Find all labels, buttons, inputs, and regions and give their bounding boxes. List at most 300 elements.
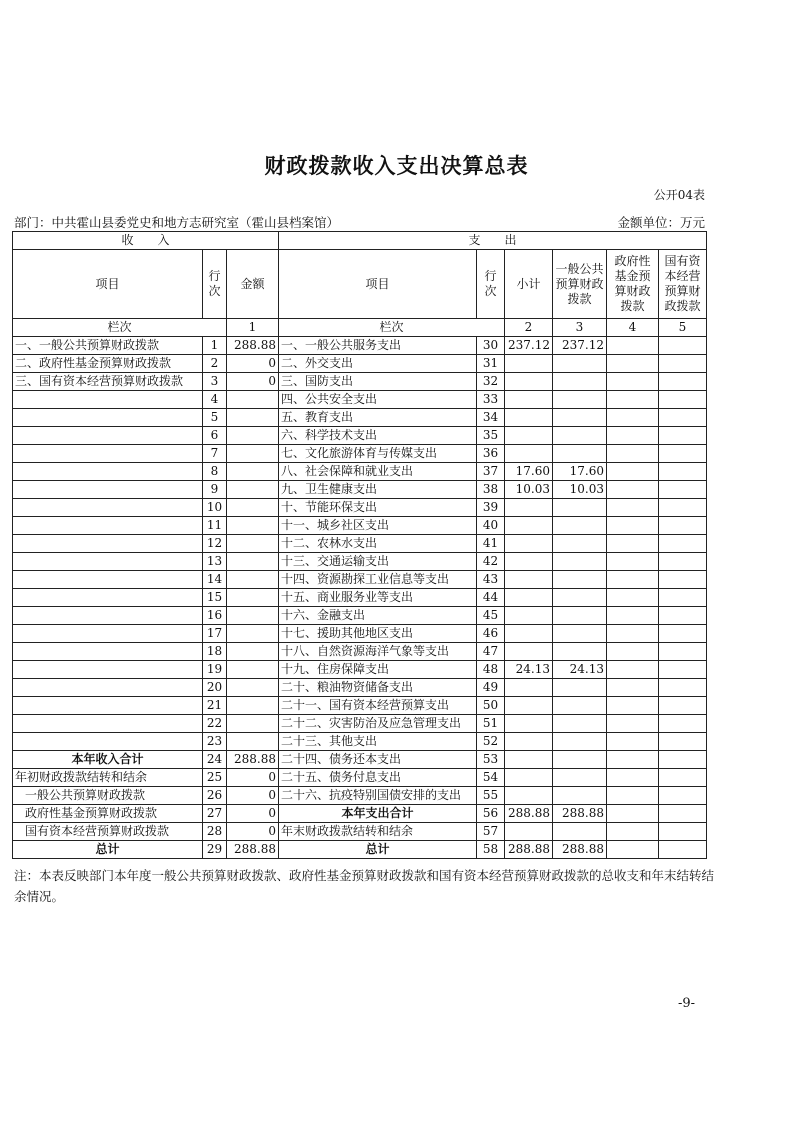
- general-budget-cell: [553, 355, 607, 373]
- subtotal-cell: [505, 697, 553, 715]
- gov-fund-cell: [607, 625, 659, 643]
- expense-line-no-cell: 39: [477, 499, 505, 517]
- income-line-no-cell: 13: [203, 553, 227, 571]
- expense-line-no-cell: 46: [477, 625, 505, 643]
- state-capital-cell: [659, 841, 707, 859]
- income-amount-cell: [227, 499, 279, 517]
- expense-line-no-cell: 53: [477, 751, 505, 769]
- income-line-no-cell: 12: [203, 535, 227, 553]
- income-line-no-cell: 10: [203, 499, 227, 517]
- table-row: [13, 499, 707, 517]
- general-budget-cell: [553, 445, 607, 463]
- income-item-cell: 二、政府性基金预算财政拨款: [13, 355, 203, 373]
- expense-item-cell: 二十、粮油物资储备支出: [279, 679, 477, 697]
- expense-line-no-cell: 50: [477, 697, 505, 715]
- income-amount-cell: [227, 445, 279, 463]
- gov-fund-cell: [607, 391, 659, 409]
- income-line-no-cell: 14: [203, 571, 227, 589]
- table-row: [13, 553, 707, 571]
- state-capital-cell: [659, 535, 707, 553]
- expense-item-cell: 二十六、抗疫特别国债安排的支出: [279, 787, 477, 805]
- income-line-no-cell: 25: [203, 769, 227, 787]
- gov-fund-cell: [607, 715, 659, 733]
- subtotal-cell: [505, 571, 553, 589]
- expense-line-no-cell: 36: [477, 445, 505, 463]
- state-capital-cell: [659, 625, 707, 643]
- subtotal-cell: 10.03: [505, 481, 553, 499]
- expense-item-cell: 六、科学技术支出: [279, 427, 477, 445]
- gov-fund-cell: [607, 589, 659, 607]
- state-capital-cell: [659, 607, 707, 625]
- state-capital-cell: [659, 697, 707, 715]
- table-row: [13, 589, 707, 607]
- gov-fund-cell: [607, 499, 659, 517]
- expense-item-cell: 十三、交通运输支出: [279, 553, 477, 571]
- table-row: [13, 769, 707, 787]
- expense-item-cell: 八、社会保障和就业支出: [279, 463, 477, 481]
- expense-line-no-cell: 52: [477, 733, 505, 751]
- income-item-cell: [13, 445, 203, 463]
- subtotal-cell: [505, 355, 553, 373]
- gov-fund-cell: [607, 751, 659, 769]
- income-amount-cell: 288.88: [227, 751, 279, 769]
- income-item-cell: 国有资本经营预算财政拨款: [13, 823, 203, 841]
- expense-item-cell: 四、公共安全支出: [279, 391, 477, 409]
- subtotal-cell: [505, 733, 553, 751]
- expense-item-cell: 本年支出合计: [279, 805, 477, 823]
- gov-fund-cell: [607, 697, 659, 715]
- general-budget-cell: [553, 427, 607, 445]
- general-budget-cell: [553, 571, 607, 589]
- expense-line-no-cell: 44: [477, 589, 505, 607]
- table-row: [13, 841, 707, 859]
- subtotal-cell: [505, 391, 553, 409]
- general-budget-cell: [553, 625, 607, 643]
- expense-line-no-cell: 43: [477, 571, 505, 589]
- income-amount-cell: 0: [227, 373, 279, 391]
- table-row: [13, 751, 707, 769]
- state-capital-cell: [659, 427, 707, 445]
- expense-item-cell: 年末财政拨款结转和结余: [279, 823, 477, 841]
- income-line-no-cell: 9: [203, 481, 227, 499]
- general-budget-cell: 288.88: [553, 805, 607, 823]
- column-index-label-left: 栏次: [13, 319, 227, 337]
- expense-item-cell: 总计: [279, 841, 477, 859]
- income-line-no-cell: 28: [203, 823, 227, 841]
- income-line-no-cell: 2: [203, 355, 227, 373]
- income-line-no-cell: 18: [203, 643, 227, 661]
- table-row: [13, 715, 707, 733]
- general-budget-cell: 237.12: [553, 337, 607, 355]
- income-item-cell: [13, 553, 203, 571]
- state-capital-cell: [659, 643, 707, 661]
- gov-fund-cell: [607, 571, 659, 589]
- gov-fund-cell: [607, 787, 659, 805]
- expense-line-no-cell: 32: [477, 373, 505, 391]
- expense-item-cell: 二十五、债务付息支出: [279, 769, 477, 787]
- fiscal-summary-table: [12, 231, 707, 859]
- general-budget-cell: [553, 373, 607, 391]
- subtotal-cell: [505, 499, 553, 517]
- expense-line-no-cell: 40: [477, 517, 505, 535]
- subtotal-cell: 17.60: [505, 463, 553, 481]
- general-budget-cell: [553, 643, 607, 661]
- expense-line-no-cell: 41: [477, 535, 505, 553]
- income-amount-cell: [227, 679, 279, 697]
- income-item-cell: 一、一般公共预算财政拨款: [13, 337, 203, 355]
- subtotal-cell: [505, 373, 553, 391]
- state-capital-cell: [659, 589, 707, 607]
- income-line-no-cell: 20: [203, 679, 227, 697]
- income-line-no-cell: 6: [203, 427, 227, 445]
- income-amount-cell: [227, 553, 279, 571]
- income-amount-cell: [227, 625, 279, 643]
- subtotal-cell: [505, 409, 553, 427]
- general-budget-cell: 288.88: [553, 841, 607, 859]
- table-row: [13, 571, 707, 589]
- subtotal-cell: [505, 715, 553, 733]
- income-amount-cell: [227, 571, 279, 589]
- income-amount-cell: [227, 715, 279, 733]
- expense-line-no-cell: 38: [477, 481, 505, 499]
- general-budget-cell: [553, 715, 607, 733]
- general-budget-cell: [553, 517, 607, 535]
- income-item-cell: [13, 517, 203, 535]
- column-index-capital: 5: [659, 319, 707, 337]
- subtotal-header: 小计: [505, 250, 553, 319]
- income-line-no-cell: 15: [203, 589, 227, 607]
- general-budget-cell: [553, 679, 607, 697]
- table-row: [13, 355, 707, 373]
- expense-item-cell: 十二、农林水支出: [279, 535, 477, 553]
- gov-fund-cell: [607, 553, 659, 571]
- gov-fund-cell: [607, 463, 659, 481]
- column-index-amount: 1: [227, 319, 279, 337]
- subtotal-cell: [505, 625, 553, 643]
- expense-line-no-cell: 47: [477, 643, 505, 661]
- general-budget-cell: [553, 697, 607, 715]
- gov-fund-cell: [607, 481, 659, 499]
- general-budget-cell: [553, 733, 607, 751]
- gov-fund-cell: [607, 679, 659, 697]
- gov-fund-cell: [607, 733, 659, 751]
- income-item-cell: 总计: [13, 841, 203, 859]
- expense-line-no-cell: 45: [477, 607, 505, 625]
- income-line-no-cell: 19: [203, 661, 227, 679]
- income-line-no-header: 行次: [203, 250, 227, 319]
- table-row: [13, 427, 707, 445]
- income-item-cell: [13, 409, 203, 427]
- income-line-no-cell: 24: [203, 751, 227, 769]
- table-row: [13, 517, 707, 535]
- expense-line-no-cell: 55: [477, 787, 505, 805]
- table-row: [13, 679, 707, 697]
- income-item-cell: 本年收入合计: [13, 751, 203, 769]
- table-row: [13, 373, 707, 391]
- general-budget-cell: [553, 823, 607, 841]
- income-line-no-cell: 16: [203, 607, 227, 625]
- expense-item-cell: 二十一、国有资本经营预算支出: [279, 697, 477, 715]
- income-amount-cell: [227, 481, 279, 499]
- general-budget-cell: [553, 769, 607, 787]
- expense-line-no-header: 行次: [477, 250, 505, 319]
- income-item-cell: [13, 571, 203, 589]
- income-line-no-cell: 23: [203, 733, 227, 751]
- subtotal-cell: [505, 643, 553, 661]
- state-capital-cell: [659, 445, 707, 463]
- general-budget-cell: 24.13: [553, 661, 607, 679]
- table-row: [13, 481, 707, 499]
- expense-item-cell: 九、卫生健康支出: [279, 481, 477, 499]
- page-number: -9-: [677, 996, 695, 1011]
- income-amount-cell: [227, 409, 279, 427]
- expense-line-no-cell: 49: [477, 679, 505, 697]
- expense-line-no-cell: 48: [477, 661, 505, 679]
- income-amount-cell: [227, 661, 279, 679]
- income-line-no-cell: 29: [203, 841, 227, 859]
- table-row: [13, 445, 707, 463]
- expense-item-cell: 二、外交支出: [279, 355, 477, 373]
- gov-fund-cell: [607, 841, 659, 859]
- expense-line-no-cell: 33: [477, 391, 505, 409]
- income-line-no-cell: 1: [203, 337, 227, 355]
- income-amount-cell: [227, 643, 279, 661]
- general-budget-cell: [553, 589, 607, 607]
- column-index-label-right: 栏次: [279, 319, 505, 337]
- expense-item-cell: 一、一般公共服务支出: [279, 337, 477, 355]
- income-amount-cell: 288.88: [227, 841, 279, 859]
- state-capital-cell: [659, 787, 707, 805]
- income-line-no-cell: 3: [203, 373, 227, 391]
- income-amount-cell: [227, 427, 279, 445]
- expense-item-cell: 十四、资源勘探工业信息等支出: [279, 571, 477, 589]
- subtotal-cell: [505, 535, 553, 553]
- column-index-row: [13, 319, 707, 337]
- subtotal-cell: [505, 823, 553, 841]
- table-row: [13, 787, 707, 805]
- expense-line-no-cell: 51: [477, 715, 505, 733]
- state-capital-cell: [659, 715, 707, 733]
- income-line-no-cell: 4: [203, 391, 227, 409]
- subtotal-cell: [505, 679, 553, 697]
- expense-line-no-cell: 30: [477, 337, 505, 355]
- expense-item-cell: 十七、援助其他地区支出: [279, 625, 477, 643]
- expense-item-cell: 十、节能环保支出: [279, 499, 477, 517]
- expense-item-cell: 十一、城乡社区支出: [279, 517, 477, 535]
- expense-item-cell: 二十四、债务还本支出: [279, 751, 477, 769]
- expense-item-cell: 十六、金融支出: [279, 607, 477, 625]
- gov-fund-cell: [607, 445, 659, 463]
- subtotal-cell: [505, 751, 553, 769]
- expense-item-cell: 十八、自然资源海洋气象等支出: [279, 643, 477, 661]
- state-capital-cell: [659, 733, 707, 751]
- income-item-cell: [13, 535, 203, 553]
- income-amount-cell: 0: [227, 355, 279, 373]
- subtotal-cell: 288.88: [505, 841, 553, 859]
- subtotal-cell: [505, 787, 553, 805]
- expense-line-no-cell: 54: [477, 769, 505, 787]
- gov-fund-cell: [607, 769, 659, 787]
- income-item-cell: [13, 679, 203, 697]
- expense-item-cell: 七、文化旅游体育与传媒支出: [279, 445, 477, 463]
- income-line-no-cell: 27: [203, 805, 227, 823]
- gov-fund-cell: [607, 517, 659, 535]
- general-budget-cell: [553, 535, 607, 553]
- general-budget-header: 一般公共预算财政拨款: [553, 250, 607, 319]
- income-item-cell: [13, 715, 203, 733]
- expense-line-no-cell: 42: [477, 553, 505, 571]
- income-amount-cell: 0: [227, 823, 279, 841]
- column-index-fund: 4: [607, 319, 659, 337]
- income-item-cell: 一般公共预算财政拨款: [13, 787, 203, 805]
- state-capital-cell: [659, 499, 707, 517]
- income-item-cell: 年初财政拨款结转和结余: [13, 769, 203, 787]
- income-amount-cell: [227, 697, 279, 715]
- subtotal-cell: [505, 553, 553, 571]
- expense-item-cell: 三、国防支出: [279, 373, 477, 391]
- expense-line-no-cell: 58: [477, 841, 505, 859]
- table-row: [13, 391, 707, 409]
- table-row: [13, 625, 707, 643]
- income-amount-cell: [227, 607, 279, 625]
- gov-fund-cell: [607, 607, 659, 625]
- expense-line-no-cell: 37: [477, 463, 505, 481]
- table-footnote: 注：本表反映部门本年度一般公共预算财政拨款、政府性基金预算财政拨款和国有资本经营预算财政拨款的总收支和年末结转结余情况。: [14, 868, 715, 904]
- state-capital-cell: [659, 373, 707, 391]
- income-amount-cell: [227, 733, 279, 751]
- table-row: [13, 535, 707, 553]
- income-amount-cell: [227, 517, 279, 535]
- income-item-cell: 三、国有资本经营预算财政拨款: [13, 373, 203, 391]
- table-row: [13, 805, 707, 823]
- income-amount-cell: [227, 589, 279, 607]
- form-number: 公开04表: [653, 188, 705, 202]
- section-header-row: [13, 232, 707, 250]
- income-item-cell: [13, 643, 203, 661]
- income-item-header: 项目: [13, 250, 203, 319]
- income-amount-cell: [227, 391, 279, 409]
- table-row: [13, 607, 707, 625]
- expense-line-no-cell: 34: [477, 409, 505, 427]
- subtotal-cell: [505, 607, 553, 625]
- expense-line-no-cell: 35: [477, 427, 505, 445]
- expense-item-cell: 十五、商业服务业等支出: [279, 589, 477, 607]
- gov-fund-cell: [607, 427, 659, 445]
- income-item-cell: [13, 589, 203, 607]
- general-budget-cell: [553, 553, 607, 571]
- state-capital-cell: [659, 391, 707, 409]
- income-item-cell: [13, 463, 203, 481]
- subtotal-cell: 24.13: [505, 661, 553, 679]
- column-index-subtotal: 2: [505, 319, 553, 337]
- general-budget-cell: [553, 607, 607, 625]
- gov-fund-cell: [607, 823, 659, 841]
- subtotal-cell: 288.88: [505, 805, 553, 823]
- subtotal-cell: 237.12: [505, 337, 553, 355]
- table-row: [13, 337, 707, 355]
- income-item-cell: 政府性基金预算财政拨款: [13, 805, 203, 823]
- income-line-no-cell: 21: [203, 697, 227, 715]
- state-capital-cell: [659, 769, 707, 787]
- table-row: [13, 697, 707, 715]
- subtotal-cell: [505, 427, 553, 445]
- state-capital-cell: [659, 337, 707, 355]
- expense-item-cell: 五、教育支出: [279, 409, 477, 427]
- amount-unit-label: 金额单位：万元: [617, 215, 705, 230]
- state-capital-cell: [659, 409, 707, 427]
- state-capital-cell: [659, 751, 707, 769]
- income-line-no-cell: 26: [203, 787, 227, 805]
- income-item-cell: [13, 499, 203, 517]
- report-title: 财政拨款收入支出决算总表: [264, 153, 529, 178]
- table-row: [13, 661, 707, 679]
- gov-fund-cell: [607, 355, 659, 373]
- income-amount-header: 金额: [227, 250, 279, 319]
- gov-fund-cell: [607, 409, 659, 427]
- table-row: [13, 643, 707, 661]
- column-index-general: 3: [553, 319, 607, 337]
- income-line-no-cell: 7: [203, 445, 227, 463]
- state-capital-cell: [659, 463, 707, 481]
- income-item-cell: [13, 481, 203, 499]
- income-item-cell: [13, 427, 203, 445]
- state-capital-header: 国有资本经营预算财政拨款: [659, 250, 707, 319]
- department-label: 部门：中共霍山县委党史和地方志研究室（霍山县档案馆）: [14, 215, 340, 230]
- income-item-cell: [13, 625, 203, 643]
- income-amount-cell: [227, 463, 279, 481]
- income-line-no-cell: 22: [203, 715, 227, 733]
- state-capital-cell: [659, 571, 707, 589]
- general-budget-cell: [553, 499, 607, 517]
- expense-line-no-cell: 56: [477, 805, 505, 823]
- expense-section-header: 支 出: [279, 232, 707, 250]
- income-line-no-cell: 8: [203, 463, 227, 481]
- income-amount-cell: 288.88: [227, 337, 279, 355]
- subtotal-cell: [505, 769, 553, 787]
- income-amount-cell: 0: [227, 769, 279, 787]
- state-capital-cell: [659, 481, 707, 499]
- income-item-cell: [13, 607, 203, 625]
- gov-fund-cell: [607, 373, 659, 391]
- income-line-no-cell: 17: [203, 625, 227, 643]
- income-line-no-cell: 11: [203, 517, 227, 535]
- expense-item-header: 项目: [279, 250, 477, 319]
- gov-fund-cell: [607, 661, 659, 679]
- income-amount-cell: 0: [227, 805, 279, 823]
- table-row: [13, 409, 707, 427]
- income-item-cell: [13, 733, 203, 751]
- table-row: [13, 733, 707, 751]
- subtotal-cell: [505, 517, 553, 535]
- state-capital-cell: [659, 355, 707, 373]
- state-capital-cell: [659, 517, 707, 535]
- income-amount-cell: [227, 535, 279, 553]
- general-budget-cell: [553, 787, 607, 805]
- gov-fund-header: 政府性基金预算财政拨款: [607, 250, 659, 319]
- general-budget-cell: 17.60: [553, 463, 607, 481]
- income-item-cell: [13, 661, 203, 679]
- general-budget-cell: 10.03: [553, 481, 607, 499]
- general-budget-cell: [553, 751, 607, 769]
- income-section-header: 收 入: [13, 232, 279, 250]
- table-row: [13, 823, 707, 841]
- table-row: [13, 463, 707, 481]
- gov-fund-cell: [607, 337, 659, 355]
- expense-line-no-cell: 57: [477, 823, 505, 841]
- column-header-row: [13, 250, 707, 319]
- expense-item-cell: 十九、住房保障支出: [279, 661, 477, 679]
- state-capital-cell: [659, 553, 707, 571]
